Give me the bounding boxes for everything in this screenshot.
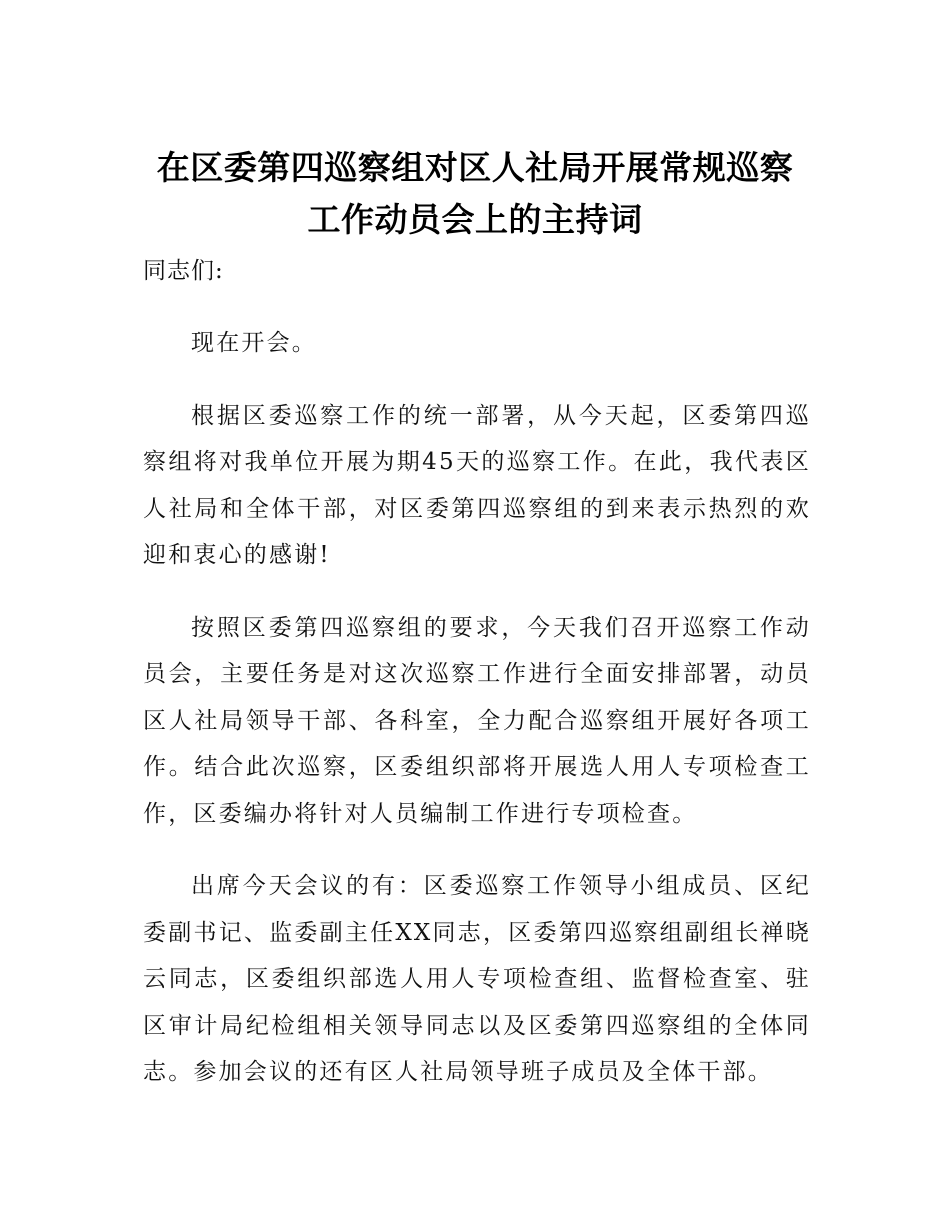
salutation: 同志们: bbox=[143, 258, 224, 284]
document-title bbox=[130, 142, 820, 246]
document-body bbox=[143, 248, 811, 1122]
paragraph-meeting-purpose: 按照区委第四巡察组的要求，今天我们召开巡察工作动员会，主要任务是对这次巡察工作进行全面安排部署，动员区人社局领导干部、各科室，全力配合巡察组开展好各项工作。结合此次巡察，区委组织部将开展选人用人专项检查工作，区委编办将针对人员编制工作进行专项检查。 bbox=[143, 614, 811, 827]
paragraph-attendees: 出席今天会议的有：区委巡察工作领导小组成员、区纪委副书记、监委副主任XX同志，区委第四巡察组副组长禅晓云同志，区委组织部选人用人专项检查组、监督检查室、驻区审计局纪检组相关领导同志以及区委第四巡察组的全体同志。参加会议的还有区人社局领导班子成员及全体干部。 bbox=[143, 873, 811, 1085]
paragraph-deployment: 根据区委巡察工作的统一部署，从今天起，区委第四巡察组将对我单位开展为期45天的巡察工作。在此，我代表区人社局和全体干部，对区委第四巡察组的到来表示热烈的欢迎和衷心的感谢! bbox=[143, 402, 811, 568]
paragraph-opening: 现在开会。 bbox=[191, 330, 317, 356]
title-line-2: 工作动员会上的主持词 bbox=[307, 200, 643, 239]
title-line-1: 在区委第四巡察组对区人社局开展常规巡察 bbox=[156, 148, 794, 187]
